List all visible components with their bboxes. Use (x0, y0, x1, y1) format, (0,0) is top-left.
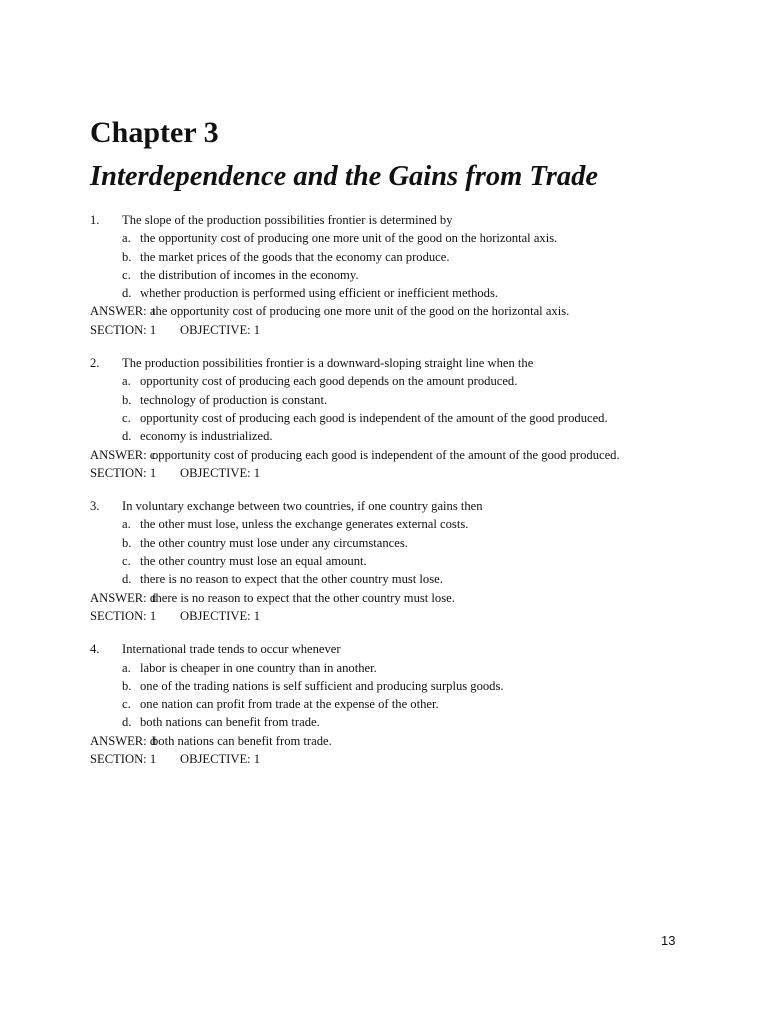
question-meta (90, 607, 680, 625)
option-d (90, 284, 680, 302)
answer-label: ANSWER: d (90, 733, 157, 748)
answer-label: ANSWER: c (90, 447, 156, 462)
option-text: opportunity cost of producing each good depends on the amount produced. (140, 374, 518, 389)
question-stem-row (90, 354, 680, 372)
option-c (90, 552, 680, 570)
option-text: whether production is performed using efficient or inefficient methods. (140, 286, 499, 301)
option-letter: d. (122, 286, 132, 301)
option-letter: c. (122, 267, 131, 282)
question-stem: The production possibilities frontier is a downward-sloping straight line when the (122, 356, 534, 371)
option-text: the other country must lose an equal amount. (140, 554, 367, 569)
question-stem: The slope of the production possibilities frontier is determined by (122, 213, 453, 227)
section-label: SECTION: 1 (90, 465, 157, 480)
section-label: SECTION: 1 (90, 608, 157, 623)
question-number: 3. (90, 499, 100, 514)
option-text: the market prices of the goods that the economy can produce. (140, 249, 450, 264)
objective-label: OBJECTIVE: 1 (180, 465, 261, 480)
question-number: 2. (90, 356, 100, 371)
objective-label: OBJECTIVE: 1 (180, 608, 261, 623)
option-b (90, 677, 680, 695)
option-b (90, 534, 680, 552)
question-meta (90, 464, 680, 482)
question-stem-row (90, 497, 680, 515)
question-1 (90, 211, 680, 339)
objective-label: OBJECTIVE: 1 (180, 322, 261, 337)
option-letter: c. (122, 410, 131, 425)
question-4 (90, 640, 680, 768)
option-b (90, 248, 680, 266)
option-letter: b. (122, 249, 132, 264)
option-a (90, 229, 680, 247)
question-meta (90, 321, 680, 339)
answer-text: both nations can benefit from trade. (152, 733, 332, 748)
section-label: SECTION: 1 (90, 752, 157, 767)
option-letter: a. (122, 517, 131, 532)
answer-line (90, 589, 680, 607)
answer-text: opportunity cost of producing each good is independent of the amount of the good produced. (152, 447, 620, 462)
option-b (90, 391, 680, 409)
option-letter: c. (122, 554, 131, 569)
option-text: one nation can profit from trade at the expense of the other. (140, 697, 439, 712)
option-d (90, 427, 680, 445)
question-stem-row (90, 211, 680, 229)
option-letter: a. (122, 660, 131, 675)
option-text: both nations can benefit from trade. (140, 715, 320, 730)
question-number: 4. (90, 642, 100, 657)
section-label: SECTION: 1 (90, 322, 157, 337)
chapter-title: Interdependence and the Gains from Trade (90, 161, 598, 192)
question-list (90, 211, 680, 783)
option-text: there is no reason to expect that the other country must lose. (140, 572, 443, 587)
option-a (90, 659, 680, 677)
option-d (90, 713, 680, 731)
option-text: the other country must lose under any circumstances. (140, 535, 408, 550)
option-a (90, 372, 680, 390)
option-letter: d. (122, 429, 132, 444)
page-number: 13 (661, 933, 676, 948)
option-text: opportunity cost of producing each good is independent of the amount of the good produced. (140, 410, 608, 425)
objective-label: OBJECTIVE: 1 (180, 752, 261, 767)
option-letter: a. (122, 231, 131, 246)
option-d (90, 570, 680, 588)
answer-label: ANSWER: a (90, 304, 156, 319)
answer-line (90, 446, 680, 464)
option-text: technology of production is constant. (140, 392, 328, 407)
answer-line (90, 732, 680, 750)
option-letter: b. (122, 678, 132, 693)
question-3 (90, 497, 680, 625)
answer-text: the opportunity cost of producing one more unit of the good on the horizontal axis. (152, 304, 570, 319)
option-text: the distribution of incomes in the economy. (140, 267, 359, 282)
option-letter: a. (122, 374, 131, 389)
question-meta (90, 750, 680, 768)
option-text: economy is industrialized. (140, 429, 273, 444)
answer-line (90, 302, 680, 320)
option-letter: b. (122, 535, 132, 550)
option-letter: d. (122, 572, 132, 587)
option-text: the other must lose, unless the exchange generates external costs. (140, 517, 469, 532)
chapter-number: Chapter 3 (90, 116, 219, 149)
question-stem: In voluntary exchange between two countries, if one country gains then (122, 499, 483, 514)
option-letter: d. (122, 715, 132, 730)
option-letter: c. (122, 697, 131, 712)
option-c (90, 266, 680, 284)
question-stem-row (90, 640, 680, 658)
option-c (90, 695, 680, 713)
question-2 (90, 354, 680, 482)
option-a (90, 515, 680, 533)
answer-text: there is no reason to expect that the other country must lose. (152, 590, 455, 605)
question-number: 1. (90, 213, 100, 227)
option-c (90, 409, 680, 427)
answer-label: ANSWER: d (90, 590, 157, 605)
option-text: one of the trading nations is self sufficient and producing surplus goods. (140, 678, 504, 693)
option-text: labor is cheaper in one country than in another. (140, 660, 377, 675)
option-letter: b. (122, 392, 132, 407)
question-stem: International trade tends to occur whenever (122, 642, 341, 657)
option-text: the opportunity cost of producing one more unit of the good on the horizontal axis. (140, 231, 558, 246)
